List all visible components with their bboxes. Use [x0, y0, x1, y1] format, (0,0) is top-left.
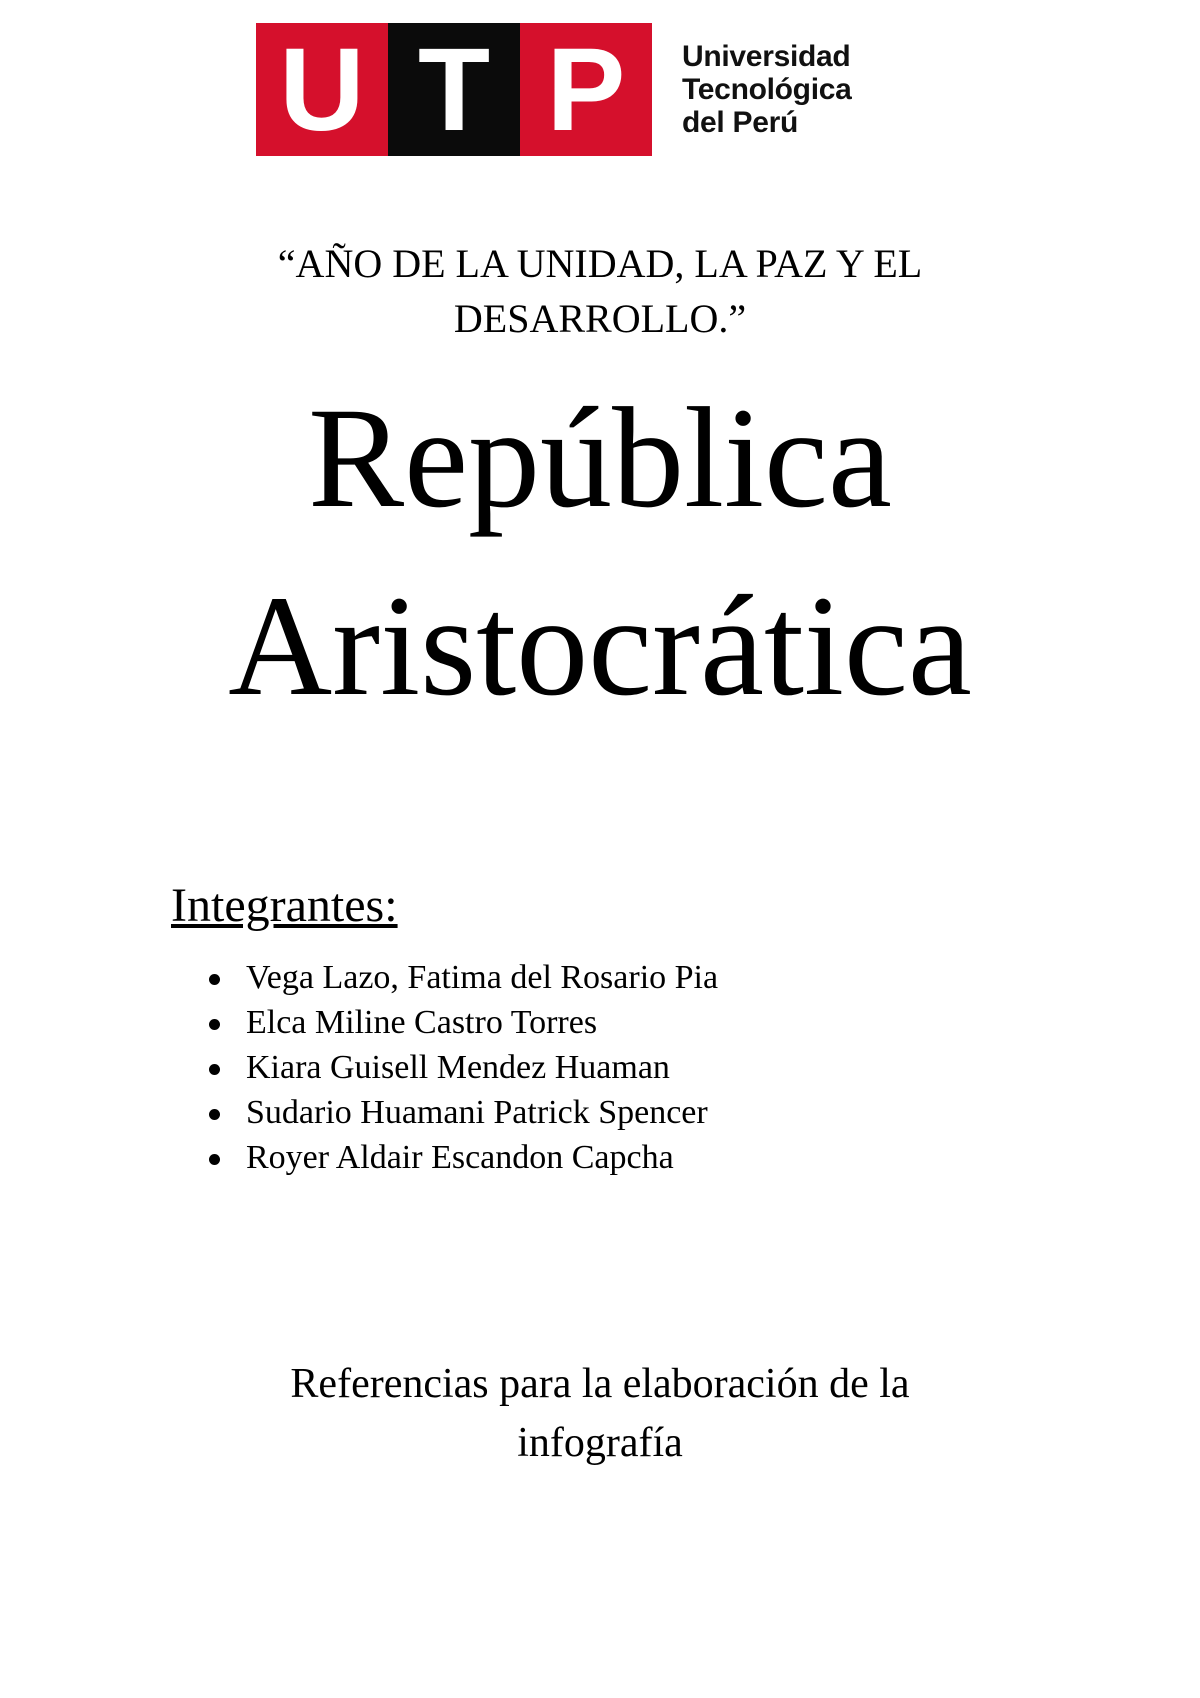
year-motto-line: DESARROLLO.” — [453, 296, 747, 341]
bullet-icon — [209, 1109, 220, 1120]
university-name-line: Tecnológica — [682, 73, 852, 106]
list-item — [196, 1090, 718, 1135]
members-list — [196, 955, 718, 1180]
list-item — [196, 1045, 718, 1090]
university-name — [682, 40, 852, 139]
logo-blocks — [256, 23, 652, 156]
logo-letter-t: T — [388, 23, 520, 156]
document-title-line: Aristocrática — [228, 567, 972, 726]
references-caption-line: infografía — [517, 1420, 683, 1466]
university-name-line: Universidad — [682, 40, 851, 73]
document-title — [0, 365, 1200, 741]
references-caption-line: Referencias para la elaboración de la — [290, 1361, 910, 1407]
utp-logo — [256, 23, 852, 156]
members-heading: Integrantes: — [171, 879, 398, 932]
list-item — [196, 1135, 718, 1180]
year-motto-line: “AÑO DE LA UNIDAD, LA PAZ Y EL — [277, 241, 923, 286]
bullet-icon — [209, 974, 220, 985]
bullet-icon — [209, 1064, 220, 1075]
bullet-icon — [209, 1019, 220, 1030]
member-name: Elca Miline Castro Torres — [246, 1004, 598, 1041]
logo-letter-p: P — [520, 23, 652, 156]
list-item — [196, 1000, 718, 1045]
bullet-icon — [209, 1154, 220, 1165]
year-motto — [0, 236, 1200, 346]
references-caption — [0, 1355, 1200, 1473]
document-title-line: República — [308, 379, 892, 538]
member-name: Royer Aldair Escandon Capcha — [246, 1139, 674, 1176]
member-name: Kiara Guisell Mendez Huaman — [246, 1049, 670, 1086]
member-name: Sudario Huamani Patrick Spencer — [246, 1094, 708, 1131]
university-name-line: del Perú — [682, 106, 798, 139]
list-item — [196, 955, 718, 1000]
logo-letter-u: U — [256, 23, 388, 156]
member-name: Vega Lazo, Fatima del Rosario Pia — [246, 959, 719, 996]
